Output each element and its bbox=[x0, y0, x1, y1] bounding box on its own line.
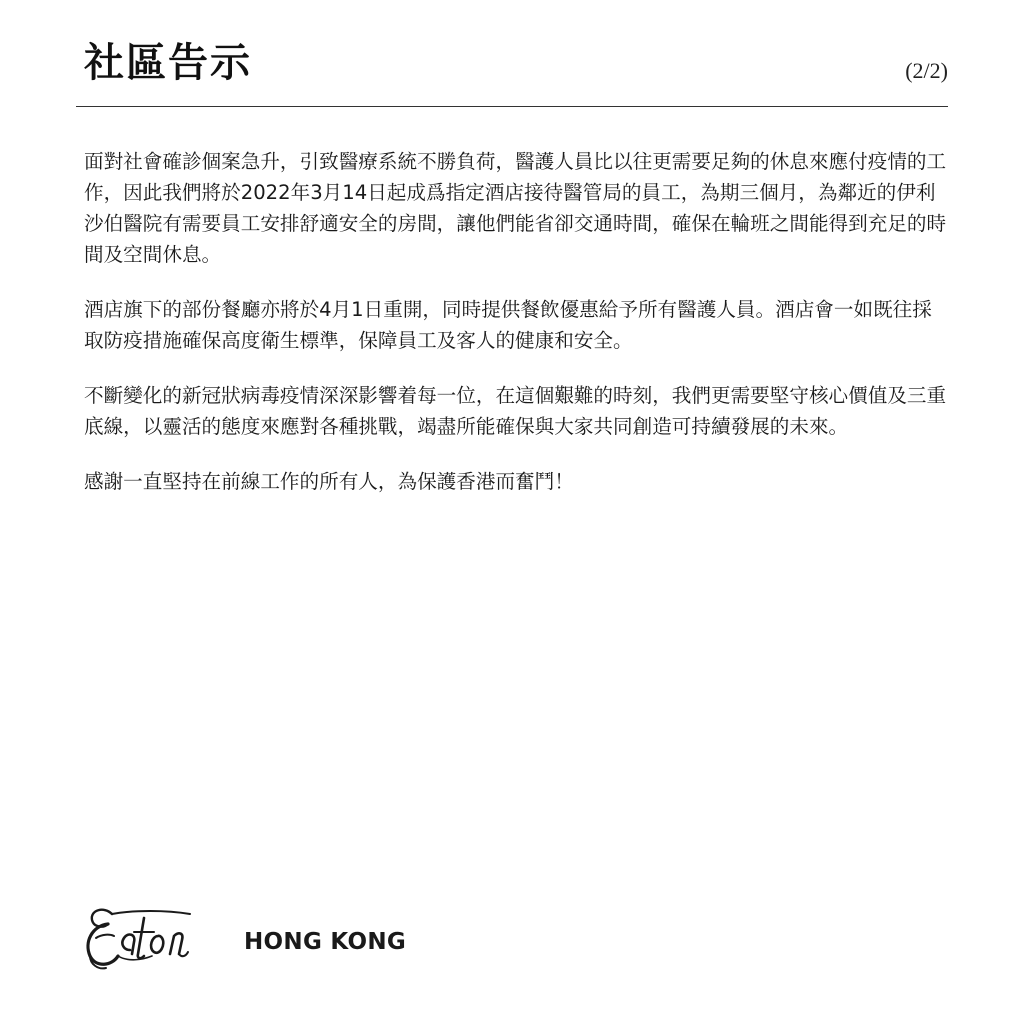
eaton-logo-icon bbox=[82, 904, 198, 974]
footer-brand bbox=[82, 904, 406, 974]
paragraph-hospital-staff: 面對社會確診個案急升，引致醫療系統不勝負荷，醫護人員比以往更需要足夠的休息來應付疫情的工作，因此我們將於2022年3月14日起成爲指定酒店接待醫管局的員工，為期三個月，為鄰近的伊利沙伯醫院有需要員工安排舒適安全的房間，讓他們能省卻交通時間，確保在輪班之間能得到充足的時間及空間休息。 bbox=[84, 150, 947, 266]
region-label: HONG KONG bbox=[244, 929, 407, 955]
paragraph-thanks: 感謝一直堅持在前線工作的所有人，為保護香港而奮鬥！ bbox=[84, 470, 574, 493]
paragraph-core-values: 不斷變化的新冠狀病毒疫情深深影響着每一位，在這個艱難的時刻，我們更需要堅守核心價值及三重底線，以靈活的態度來應對各種挑戰，竭盡所能確保與大家共同創造可持續發展的未來。 bbox=[84, 384, 947, 438]
notice-title: 社區告示 bbox=[84, 40, 252, 86]
page-indicator: (2/2) bbox=[905, 58, 948, 83]
paragraph-restaurants: 酒店旗下的部份餐廳亦將於4月1日重開，同時提供餐飲優惠給予所有醫護人員。酒店會一如既往採取防疫措施確保高度衛生標準，保障員工及客人的健康和安全。 bbox=[84, 298, 932, 352]
header-divider bbox=[76, 106, 948, 107]
notice-body bbox=[84, 146, 950, 521]
